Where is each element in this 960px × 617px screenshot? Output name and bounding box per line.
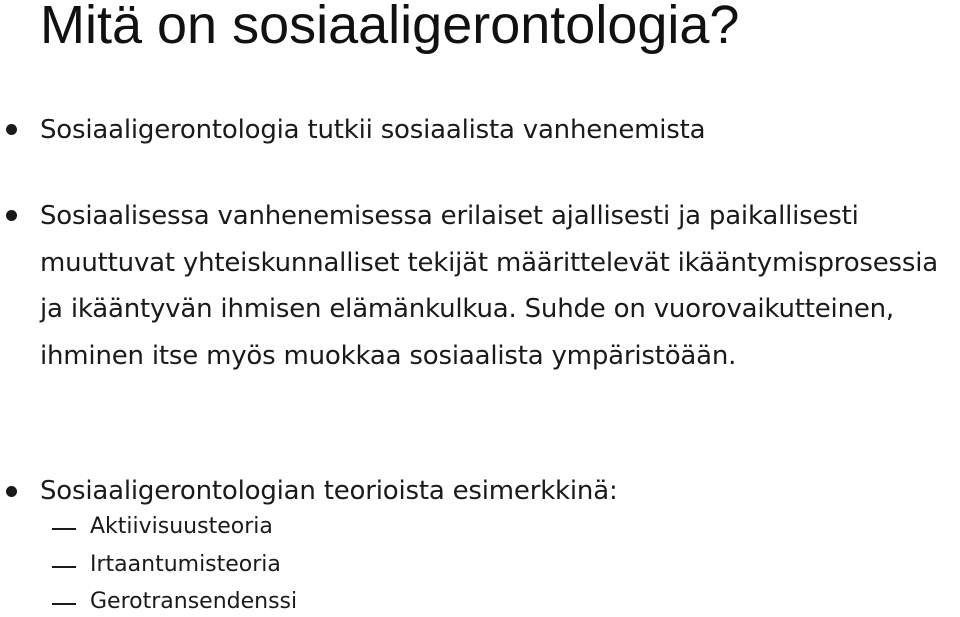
bullet-dot-icon <box>6 486 17 497</box>
bullet-text: Sosiaalisessa vanhenemisessa erilaiset ajallisesti ja paikallisesti muuttuvat yhteiskunnalliset tekijät määrittelevät ikääntymisprosessia ja ikääntyvän ihmisen elämänkulkua. Suhde on vuorovaikutteinen, ihminen itse myös muokkaa sosiaalista ympäristöään. <box>40 201 938 371</box>
dash-icon <box>52 566 76 568</box>
bullet-dot-icon <box>6 124 17 135</box>
sub-item-text: Aktiivisuusteoria <box>90 514 273 539</box>
bullet-dot-icon <box>6 210 17 221</box>
sub-item-text: Gerotransendenssi <box>90 589 298 614</box>
dash-icon <box>52 528 76 530</box>
sub-item-text: Irtaantumisteoria <box>90 552 281 577</box>
bullet-text: Sosiaaligerontologia tutkii sosiaalista vanhenemista <box>40 115 706 145</box>
dash-icon <box>52 603 76 605</box>
slide-title: Mitä on sosiaaligerontologia? <box>40 0 740 55</box>
bullet-text: Sosiaaligerontologian teorioista esimerkkinä: <box>40 476 618 506</box>
